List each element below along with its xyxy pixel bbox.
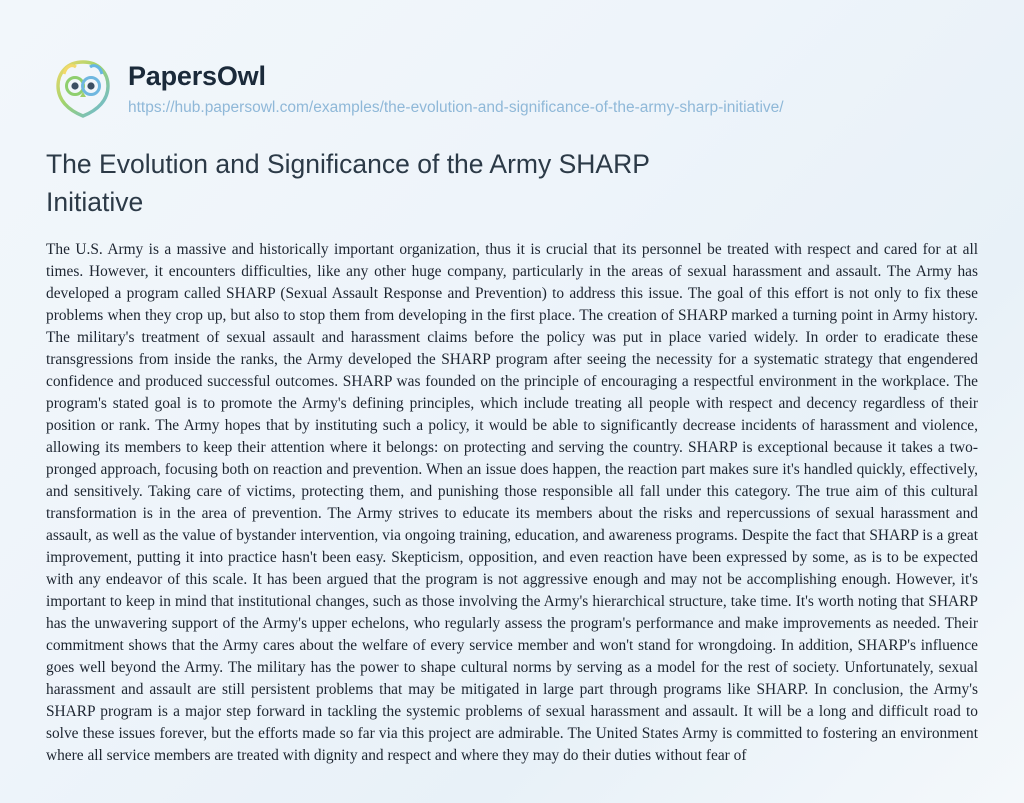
document-body: The U.S. Army is a massive and historically important organization, thus it is crucial that its personnel be treated with respect and cared for at all times. However, it encounters difficulties, like any other huge company, particularly in the areas of sexual harassment and assault. The Army has developed a program called SHARP (Sexual Assault Response and Prevention) to address this issue. The goal of this effort is not only to fix these problems when they crop up, but also to stop them from developing in the first place. The creation of SHARP marked a turning point in Army history. The military's treatment of sexual assault and harassment claims before the policy was put in place varied widely. In order to eradicate these transgressions from inside the ranks, the Army developed the SHARP program after seeing the necessity for a systematic strategy that engendered confidence and produced successful outcomes. SHARP was founded on the principle of encouraging a respectful environment in the workplace. The program's stated goal is to promote the Army's defining principles, which include treating all people with respect and decency regardless of their position or rank. The Army hopes that by instituting such a policy, it would be able to significantly decrease incidents of harassment and violence, allowing its members to keep their attention where it belongs: on protecting and serving the country. SHARP is exceptional because it takes a two-pronged approach, focusing both on reaction and prevention. When an issue does happen, the reaction part makes sure it's handled quickly, effectively, and sensitively. Taking care of victims, protecting them, and punishing those responsible all fall under this category. The true aim of this cultural transformation is in the area of prevention. The Army strives to educate its members about the risks and repercussions of sexual harassment and assault, as well as the value of bystander intervention, via ongoing training, education, and awareness programs. Despite the fact that SHARP is a great improvement, putting it into practice hasn't been easy. Skepticism, opposition, and even reaction have been expressed by some, as is to be expected with any endeavor of this scale. It has been argued that the program is not aggressive enough and may not be accomplishing enough. However, it's important to keep in mind that institutional changes, such as those involving the Army's hierarchical structure, take time. It's worth noting that SHARP has the unwavering support of the Army's upper echelons, who regularly assess the program's performance and make improvements as needed. Their commitment shows that the Army cares about the welfare of every service member and won't stand for wrongdoing. In addition, SHARP's influence goes well beyond the Army. The military has the power to shape cultural norms by serving as a model for the rest of society. Unfortunately, sexual harassment and assault are still persistent problems that may be mitigated in large part through programs like SHARP. In conclusion, the Army's SHARP program is a major step forward in tackling the systemic problems of sexual harassment and assault. It will be a long and difficult road to solve these issues forever, but the efforts made so far via this project are admirable. The United States Army is committed to fostering an environment where all service members are treated with dignity and respect and where they may do their duties without fear of [46, 241, 978, 765]
site-header [46, 0, 978, 120]
owl-logo-icon [52, 58, 114, 120]
brand-block [128, 52, 784, 119]
page-title: The Evolution and Significance of the Army SHARP Initiative [46, 149, 650, 217]
brand-name: PapersOwl [128, 61, 266, 91]
source-url[interactable]: https://hub.papersowl.com/examples/the-evolution-and-significance-of-the-army-sharp-initiative/ [128, 98, 784, 116]
